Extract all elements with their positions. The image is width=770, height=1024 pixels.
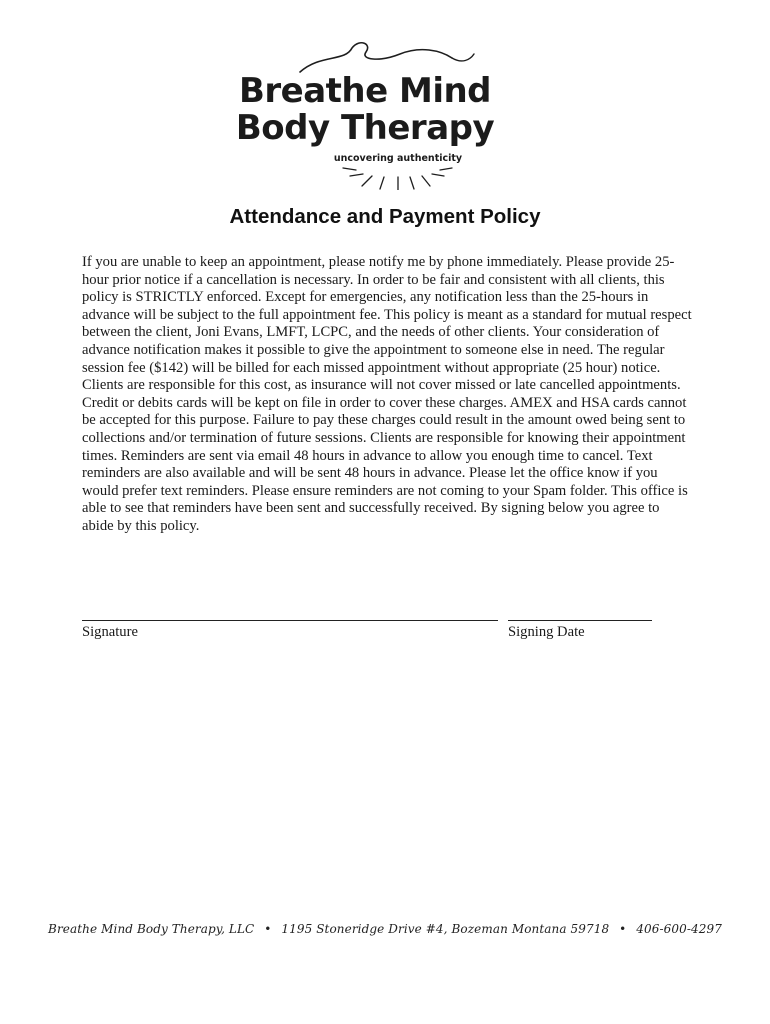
document-title: Attendance and Payment Policy <box>229 205 541 228</box>
policy-paragraph: If you are unable to keep an appointment, please notify me by phone immediately. Please provide 25-hour prior notice if a cancellation is necessary. In order to be fair and consistent with all clients, this policy is STRICTLY enforced. Except for emergencies, any notification less than the 25-hours in advance will be subject to the full appointment fee. This policy is meant as a standard for mutual respect between the client, Joni Evans, LMFT, LCPC, and the needs of other clients. Your consideration of advance notification makes it possible to give the appointment to someone else in need. The regular session fee ($142) will be billed for each missed appointment without appropriate (25 hour) notice. Clients are responsible for this cost, as insurance will not cover missed or late cancelled appointments. Credit or debits cards will be kept on file in order to cover these charges. AMEX and HSA cards cannot be accepted for this purpose. Failure to pay these charges could result in the amount owed being sent to collections and/or termination of future sessions. Clients are responsible for knowing their appointment times. Reminders are sent via email 48 hours in advance to allow you enough time to cancel. Text reminders are also available and will be sent 48 hours in advance. Please let the office know if you would prefer text reminders. Please ensure reminders are not coming to your Spam folder. This office is able to see that reminders have been sent and successfully received. By signing below you agree to abide by this policy. <box>82 254 692 534</box>
footer-address: 1195 Stoneridge Drive #4, Bozeman Montana 59718 <box>281 922 610 936</box>
footer-separator: • <box>619 922 627 936</box>
logo-line-2: Body Therapy <box>235 108 495 148</box>
footer-separator: • <box>264 922 272 936</box>
logo-sun-rays <box>343 168 452 190</box>
logo-line-1: Breathe Mind <box>238 71 492 111</box>
footer <box>0 922 770 936</box>
footer-phone: 406-600-4297 <box>636 922 722 936</box>
logo-tagline: uncovering authenticity <box>333 153 463 164</box>
signature-label: Signature <box>82 624 138 640</box>
signature-line[interactable] <box>82 620 498 621</box>
signing-date-line[interactable] <box>508 620 652 621</box>
footer-company: Breathe Mind Body Therapy, LLC <box>48 922 255 936</box>
signing-date-label: Signing Date <box>508 624 585 640</box>
logo-swirl <box>300 43 452 72</box>
company-logo <box>0 40 770 190</box>
